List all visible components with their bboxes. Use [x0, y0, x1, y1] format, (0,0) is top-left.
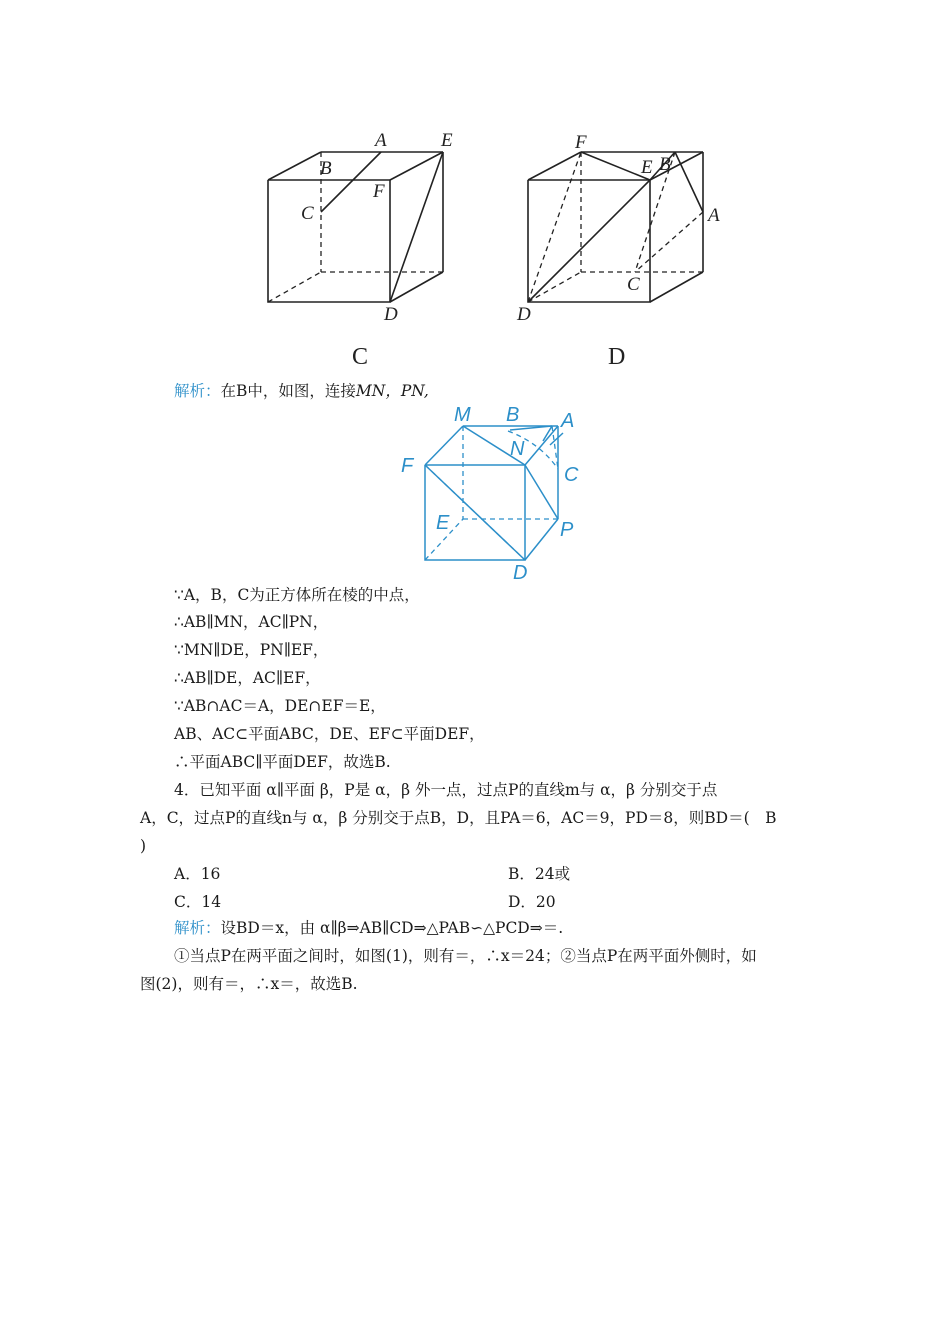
- figure-d-caption: D: [608, 344, 626, 370]
- option-d: D．20: [508, 893, 556, 911]
- solution3-line-6: AB、AC⊂平面ABC，DE、EF⊂平面DEF，: [174, 725, 485, 743]
- label-e: E: [641, 157, 653, 178]
- figure-c-caption: C: [352, 344, 369, 370]
- solution3-line-4: ∴AB∥DE，AC∥EF，: [174, 669, 321, 687]
- label-c: C: [564, 464, 579, 486]
- label-d: D: [513, 562, 528, 583]
- question4-line-3: ): [140, 837, 147, 855]
- solution3-intro-vars: MN，PN,: [355, 382, 429, 400]
- option-a: A．16: [174, 865, 221, 883]
- question4-line-2: A，C，过点P的直线n与 α，β 分别交于点B，D，且PA＝6，AC＝9，PD＝8，则BD＝( B: [140, 809, 777, 827]
- label-n: N: [510, 438, 525, 460]
- label-d: D: [517, 304, 531, 325]
- option-b: B．24或: [508, 865, 571, 883]
- label-a: A: [708, 205, 720, 226]
- label-a: A: [375, 130, 387, 151]
- solution3-intro-text: 在B中，如图，连接: [220, 382, 356, 400]
- label-c: C: [301, 203, 314, 224]
- solution3-line-2: ∴AB∥MN，AC∥PN，: [174, 613, 329, 631]
- label-b: B: [659, 154, 671, 175]
- solution-label: 解析：: [174, 382, 221, 400]
- label-p: P: [560, 519, 574, 541]
- label-e: E: [441, 130, 453, 151]
- solution4-line-3: 图(2)，则有＝，∴x＝，故选B.: [140, 975, 358, 993]
- solution3-line-5: ∵AB∩AC＝A，DE∩EF＝E，: [174, 697, 386, 715]
- solution4-line-2: ①当点P在两平面之间时，如图(1)，则有＝，∴x＝24；②当点P在两平面外侧时，如: [174, 947, 757, 965]
- label-f: F: [373, 181, 385, 202]
- label-f: F: [575, 132, 587, 153]
- solution3-line-3: ∵MN∥DE，PN∥EF，: [174, 641, 329, 659]
- figure-cube-c: [255, 120, 465, 330]
- label-b: B: [320, 158, 332, 179]
- label-a: A: [561, 410, 575, 432]
- label-m: M: [454, 404, 471, 426]
- solution3-intro: [174, 381, 429, 401]
- solution-label: 解析：: [174, 919, 221, 937]
- solution3-line-1: ∵A，B，C为正方体所在棱的中点，: [174, 586, 420, 604]
- figure-cube-b: [400, 403, 586, 583]
- label-d: D: [384, 304, 398, 325]
- question4-line-1: 4．已知平面 α∥平面 β，P是 α，β 外一点，过点P的直线m与 α，β 分别交于点: [174, 781, 718, 799]
- figure-cube-d: [515, 120, 730, 330]
- solution4-line-1-text: 设BD＝x，由 α∥β⇒AB∥CD⇒△PAB∽△PCD⇒＝.: [220, 919, 564, 937]
- solution3-line-7: ∴平面ABC∥平面DEF，故选B.: [174, 753, 391, 771]
- option-c: C．14: [174, 893, 222, 911]
- label-e: E: [436, 512, 450, 534]
- label-f: F: [401, 455, 414, 477]
- label-b: B: [506, 404, 520, 426]
- label-c: C: [627, 274, 640, 295]
- solution4-line-1: [174, 918, 563, 938]
